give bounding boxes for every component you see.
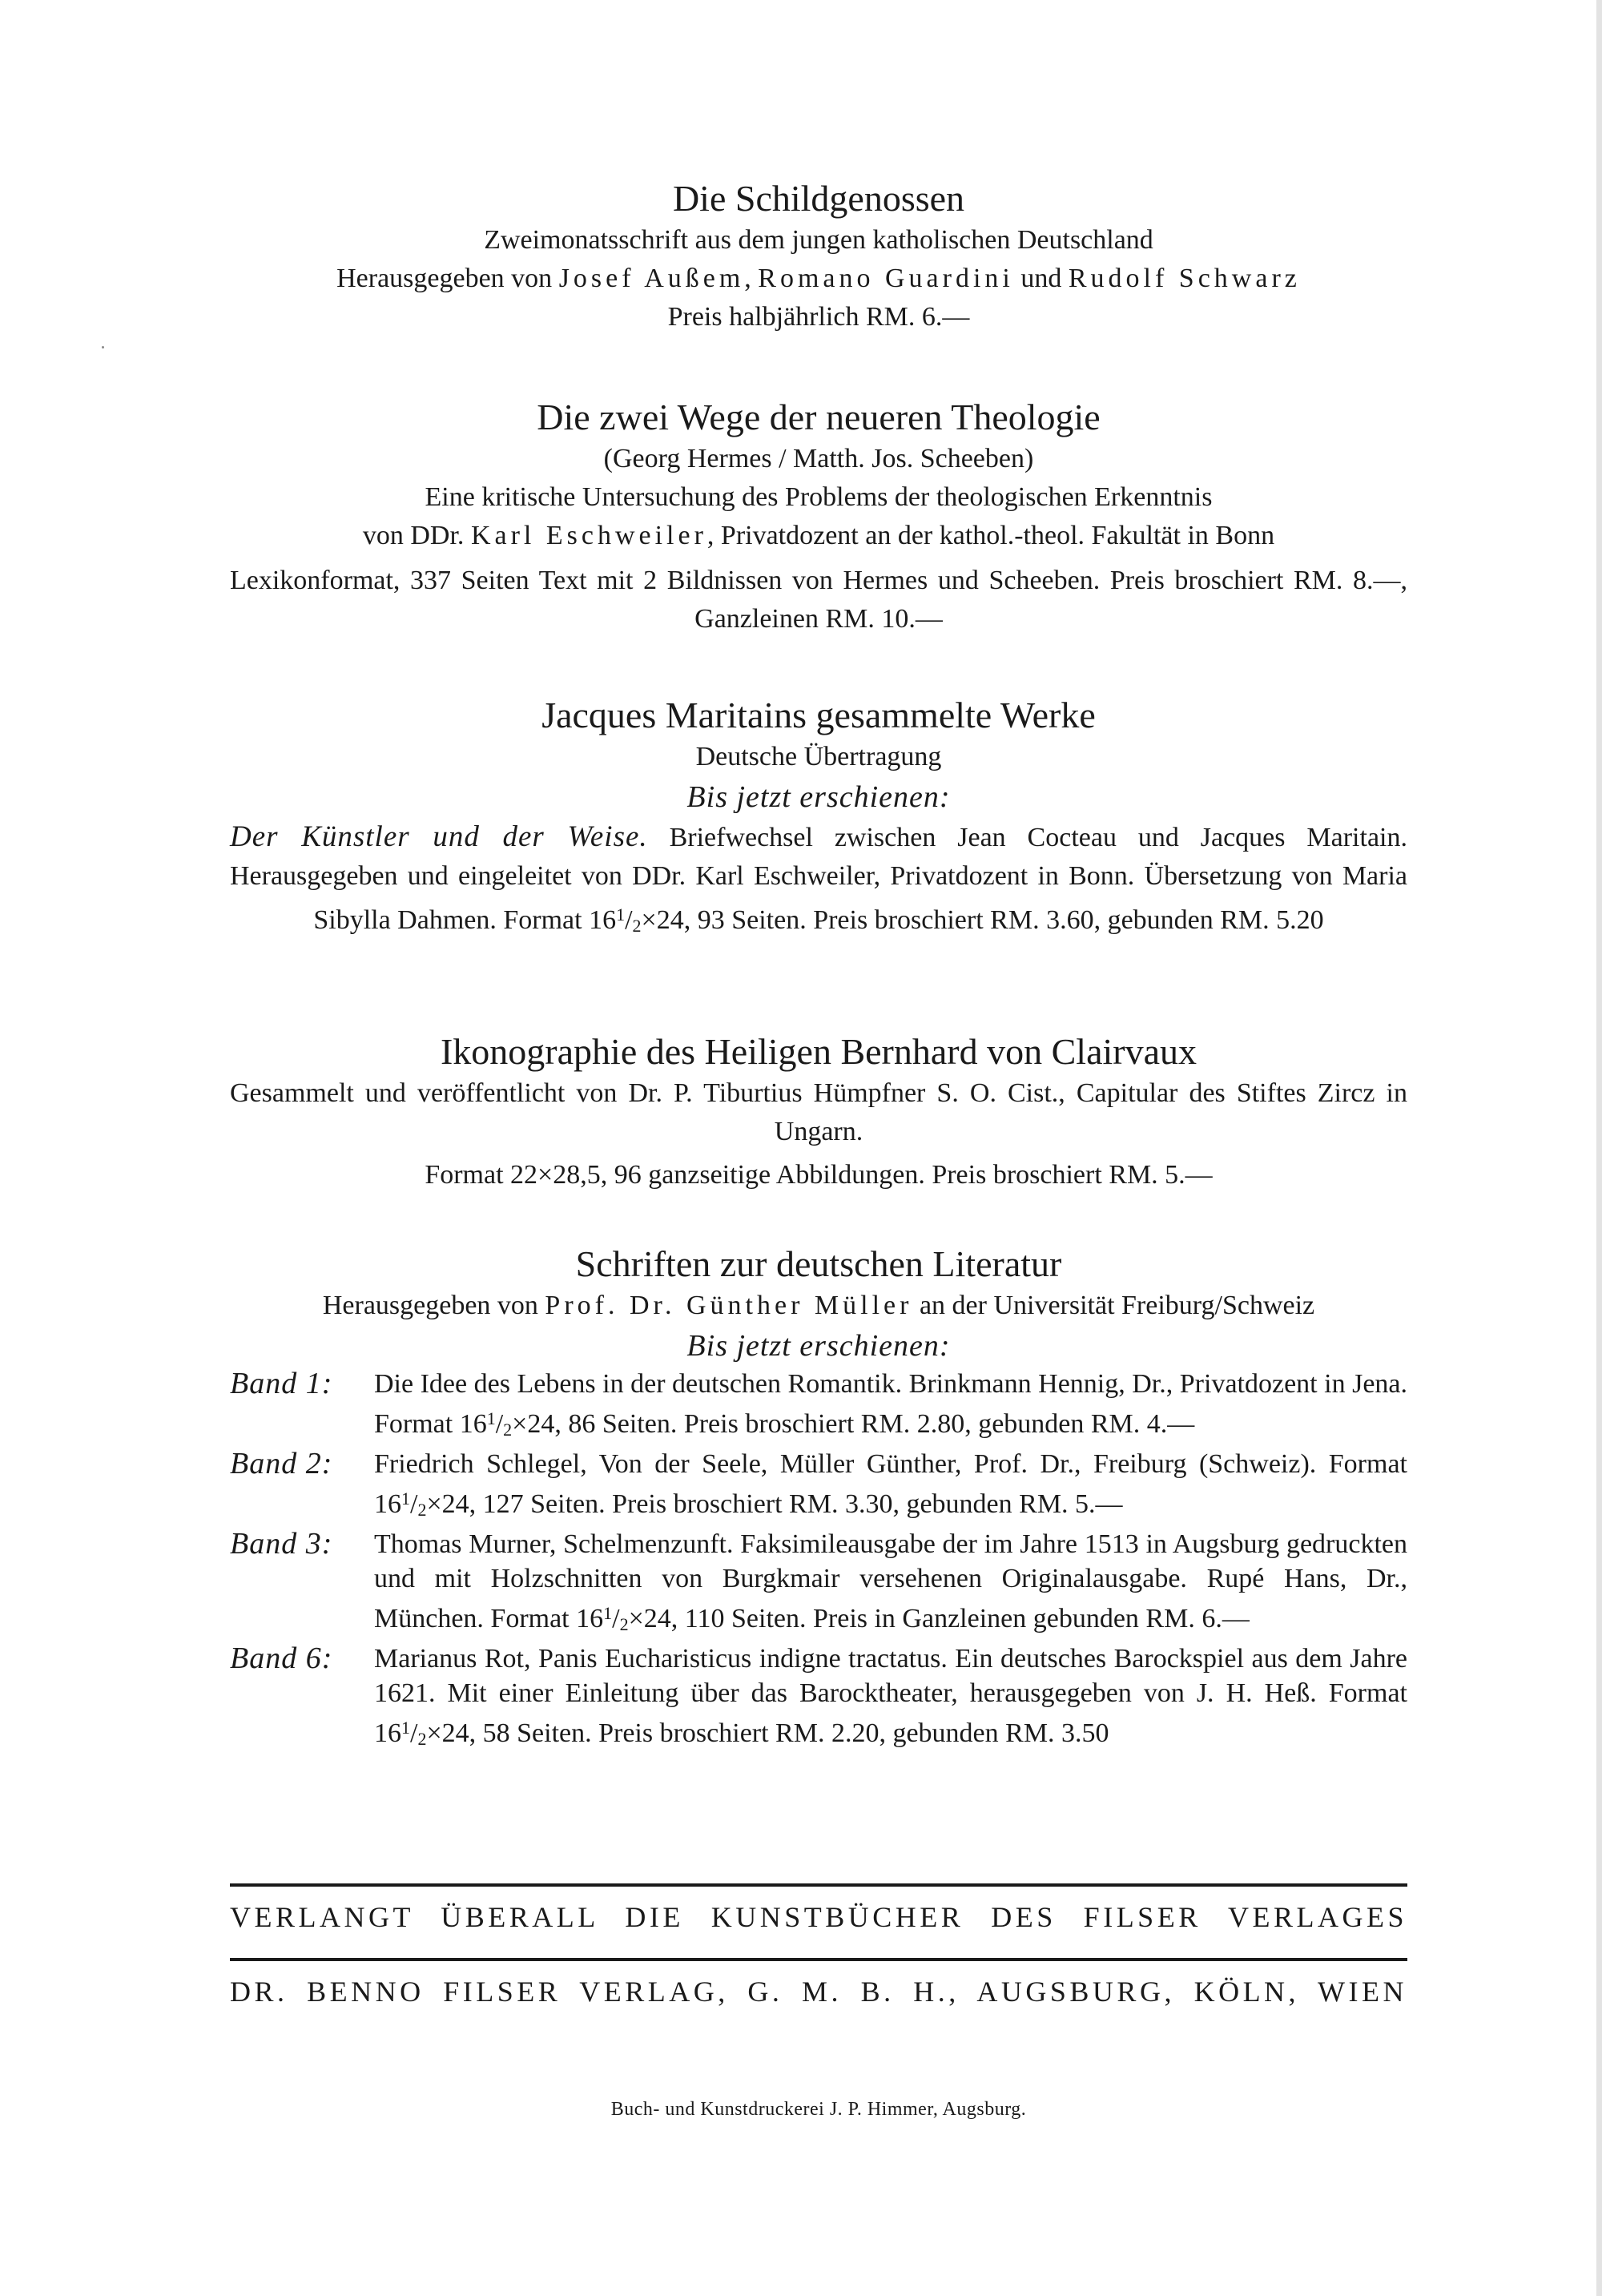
volume-label: Band 6:: [230, 1641, 333, 1675]
author-suffix: , Privatdozent an der kathol.-theol. Fakultät in Bonn: [706, 521, 1275, 550]
fraction-numerator: 1: [486, 1408, 496, 1428]
fraction-denominator: 2: [619, 1614, 629, 1634]
editor-name: Rudolf Schwarz: [1068, 264, 1301, 293]
editors-prefix: Herausgegeben von: [336, 264, 559, 293]
fraction-numerator: 1: [401, 1718, 410, 1738]
fraction-slash: /: [410, 1718, 418, 1748]
section-text: Gesammelt und veröffentlicht von Dr. P. Tiburtius Hümpfner S. O. Cist., Capitular des Stiftes Zircz in Ungarn.: [230, 1078, 1407, 1146]
page-edge-shadow: [1596, 0, 1602, 2296]
volume-label: Band 2:: [230, 1447, 333, 1480]
author-name: Karl Eschweiler: [470, 521, 707, 550]
separator: ,: [744, 264, 759, 293]
volume-entry: [230, 1367, 1407, 1447]
book-title: Der Künstler und der Weise.: [230, 820, 648, 853]
fraction-denominator: 2: [632, 916, 642, 936]
book-text: ×24, 93 Seiten. Preis broschiert RM. 3.60, gebunden RM. 5.20: [641, 905, 1324, 935]
fraction-slash: /: [410, 1489, 418, 1519]
author-prefix: von DDr.: [362, 521, 471, 550]
fraction-numerator: 1: [603, 1603, 613, 1623]
editors-line: [230, 260, 1407, 298]
editor-prefix: Herausgegeben von: [322, 1291, 545, 1320]
price-line: Preis halbjährlich RM. 6.—: [667, 302, 970, 332]
volume-description: [374, 1527, 1407, 1641]
section-maritain: [230, 693, 1407, 945]
volume-text: Die Idee des Lebens in der deutschen Romantik. Brinkmann Hennig, Dr., Privatdozent in Jena. Format 16: [374, 1369, 1407, 1439]
volume-entry: [230, 1641, 1407, 1756]
volume-label: Band 3:: [230, 1527, 333, 1561]
author-line: [230, 517, 1407, 555]
section-title: Die Schildgenossen: [672, 178, 965, 219]
volume-text: ×24, 127 Seiten. Preis broschiert RM. 3.30, gebunden RM. 5.—: [426, 1489, 1123, 1519]
section-title: Jacques Maritains gesammelte Werke: [541, 695, 1096, 735]
section-schildgenossen: [230, 176, 1407, 336]
volume-text: Thomas Murner, Schelmenzunft. Faksimileausgabe der im Jahre 1513 in Augsburg gedruckten und mit Holzschnitten von Burgkmair versehenen Originalausgabe. Rupé Hans, Dr., München. Format 16: [374, 1529, 1407, 1633]
volume-text: Friedrich Schlegel, Von der Seele, Müller Günther, Prof. Dr., Freiburg (Schweiz). Format 16: [374, 1449, 1407, 1519]
section-theologie: [230, 395, 1407, 638]
publisher-line: DR. BENNO FILSER VERLAG, G. M. B. H., AUGSBURG, KÖLN, WIEN: [230, 1976, 1407, 2008]
fraction-slash: /: [625, 905, 633, 935]
section-title: Schriften zur deutschen Literatur: [575, 1243, 1062, 1284]
details-paragraph: Lexikonformat, 337 Seiten Text mit 2 Bildnissen von Hermes und Scheeben. Preis broschiert RM. 8.—, Ganzleinen RM. 10.—: [230, 566, 1407, 634]
section-subtitle: (Georg Hermes / Matth. Jos. Scheeben): [603, 444, 1034, 473]
paper-speck: [102, 346, 104, 348]
volume-text: ×24, 110 Seiten. Preis in Ganzleinen gebunden RM. 6.—: [628, 1604, 1250, 1633]
section-subtitle: Zweimonatsschrift aus dem jungen katholischen Deutschland: [484, 225, 1153, 255]
editor-name: Romano Guardini: [758, 264, 1014, 293]
volume-entry: [230, 1527, 1407, 1641]
volume-description: [374, 1447, 1407, 1527]
slogan: VERLANGT ÜBERALL DIE KUNSTBÜCHER DES FILSER VERLAGES: [230, 1901, 1407, 1933]
so-far-published: Bis jetzt erschienen:: [686, 1329, 951, 1363]
fraction-denominator: 2: [417, 1729, 427, 1749]
fraction-numerator: 1: [401, 1488, 410, 1509]
top-rule: [230, 1883, 1407, 1887]
editor-line: [230, 1287, 1407, 1325]
section-ikonographie: [230, 1029, 1407, 1194]
section-literatur: [230, 1242, 1407, 1756]
section-title: Die zwei Wege der neueren Theologie: [537, 397, 1101, 437]
separator: und: [1013, 264, 1069, 293]
printer-imprint: Buch- und Kunstdruckerei J. P. Himmer, Augsburg.: [610, 2099, 1027, 2120]
section-description: Eine kritische Untersuchung des Problems der theologischen Erkenntnis: [425, 482, 1213, 512]
volume-text: ×24, 58 Seiten. Preis broschiert RM. 2.20, gebunden RM. 3.50: [426, 1718, 1109, 1748]
middle-rule: [230, 1958, 1407, 1961]
editor-suffix: an der Universität Freiburg/Schweiz: [912, 1291, 1315, 1320]
fraction-denominator: 2: [503, 1420, 513, 1440]
editor-name: Josef Außem: [558, 264, 745, 293]
volume-description: [374, 1367, 1407, 1447]
fraction-slash: /: [495, 1409, 504, 1439]
volume-text: Marianus Rot, Panis Eucharisticus indigne tractatus. Ein deutsches Barockspiel aus dem Jahre 1621. Mit einer Einleitung über das Barocktheater, herausgegeben von J. H. Heß. Format 16: [374, 1644, 1407, 1748]
editor-name: Prof. Dr. Günther Müller: [545, 1291, 913, 1320]
fraction-denominator: 2: [417, 1500, 427, 1520]
fraction-numerator: 1: [616, 904, 626, 924]
volume-label: Band 1:: [230, 1367, 333, 1400]
volume-text: ×24, 86 Seiten. Preis broschiert RM. 2.80, gebunden RM. 4.—: [512, 1409, 1195, 1439]
format-line: Format 22×28,5, 96 ganzseitige Abbildungen. Preis broschiert RM. 5.—: [425, 1160, 1213, 1190]
volume-entry: [230, 1447, 1407, 1527]
section-subtitle: Deutsche Übertragung: [695, 742, 942, 771]
so-far-published: Bis jetzt erschienen:: [686, 780, 951, 814]
book-text: Briefwechsel zwischen Jean Cocteau und Jacques Maritain. Herausgegeben und eingeleitet von DDr. Karl Eschweiler, Privatdozent in Bonn. Übersetzung von Maria Sibylla Dahmen. Format 16: [230, 823, 1407, 935]
volume-description: [374, 1641, 1407, 1756]
book-paragraph: [230, 818, 1407, 945]
fraction-slash: /: [612, 1604, 620, 1633]
section-title: Ikonographie des Heiligen Bernhard von Clairvaux: [440, 1031, 1197, 1072]
